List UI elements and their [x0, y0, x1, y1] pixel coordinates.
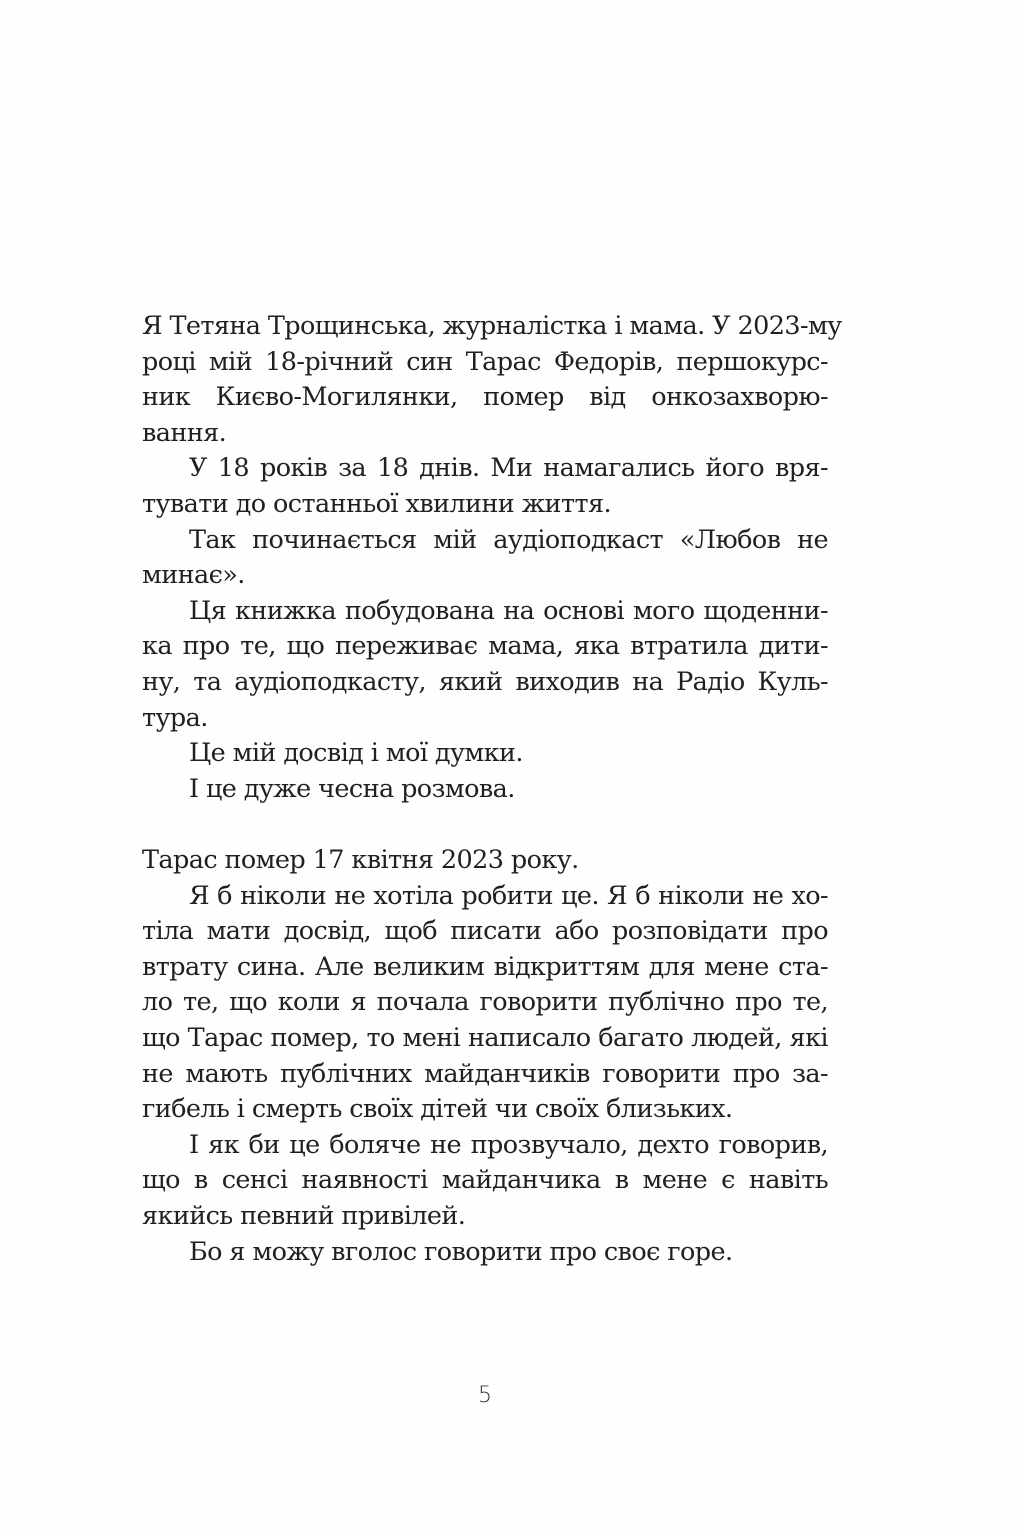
text-line: І це дуже чесна розмова.: [189, 773, 515, 804]
text-line: Це мій досвід і мої думки.: [189, 738, 523, 769]
page-number: 5: [478, 1383, 492, 1408]
text-line: що Тарас помер, то мені написало багато людей, які: [142, 1022, 828, 1053]
text-line: І як би це боляче не прозвучало, дехто говорив,: [189, 1129, 828, 1160]
text-line: Ця книжка побудована на основі мого щоденни-: [189, 595, 828, 626]
text-line: У 18 років за 18 днів. Ми намагались його вря-: [189, 453, 828, 484]
text-line: що в сенсі наявності майданчика в мене є навіть: [142, 1165, 828, 1196]
text-line: не мають публічних майданчиків говорити про за-: [142, 1058, 828, 1089]
text-line: ну, та аудіоподкасту, який виходив на Радіо Куль-: [142, 666, 828, 697]
section-taras: [142, 843, 828, 1270]
text-line: якийсь певний привілей.: [142, 1200, 466, 1231]
text-line: гибель і смерть своїх дітей чи своїх близьких.: [142, 1094, 733, 1125]
text-line: ло те, що коли я почала говорити публічно про те,: [142, 987, 828, 1018]
text-line: втрату сина. Але великим відкриттям для мене ста-: [142, 951, 828, 982]
text-line: Так починається мій аудіоподкаст «Любов не: [189, 524, 828, 555]
text-line: Тарас помер 17 квітня 2023 року.: [142, 845, 579, 875]
text-line: Я б ніколи не хотіла робити це. Я б ніколи не хо-: [189, 880, 828, 911]
text-line: Бо я можу вголос говорити про своє горе.: [189, 1236, 733, 1267]
text-line: тура.: [142, 702, 208, 733]
text-line: ник Києво-Могилянки, помер від онкозахворю-: [142, 382, 828, 413]
text-line: ка про те, що переживає мама, яка втратила дити-: [142, 631, 828, 662]
text-line: тувати до останньої хвилини життя.: [142, 488, 611, 519]
text-line: році мій 18-річний син Тарас Федорів, першокурс-: [142, 346, 828, 377]
text-line: минає».: [142, 560, 245, 591]
text-line: вання.: [142, 417, 227, 448]
section-intro: [142, 309, 842, 807]
text-line: тіла мати досвід, щоб писати або розповідати про: [142, 916, 828, 947]
text-line: Я Тетяна Трощинська, журналістка і мама. У 2023-му: [142, 311, 842, 341]
